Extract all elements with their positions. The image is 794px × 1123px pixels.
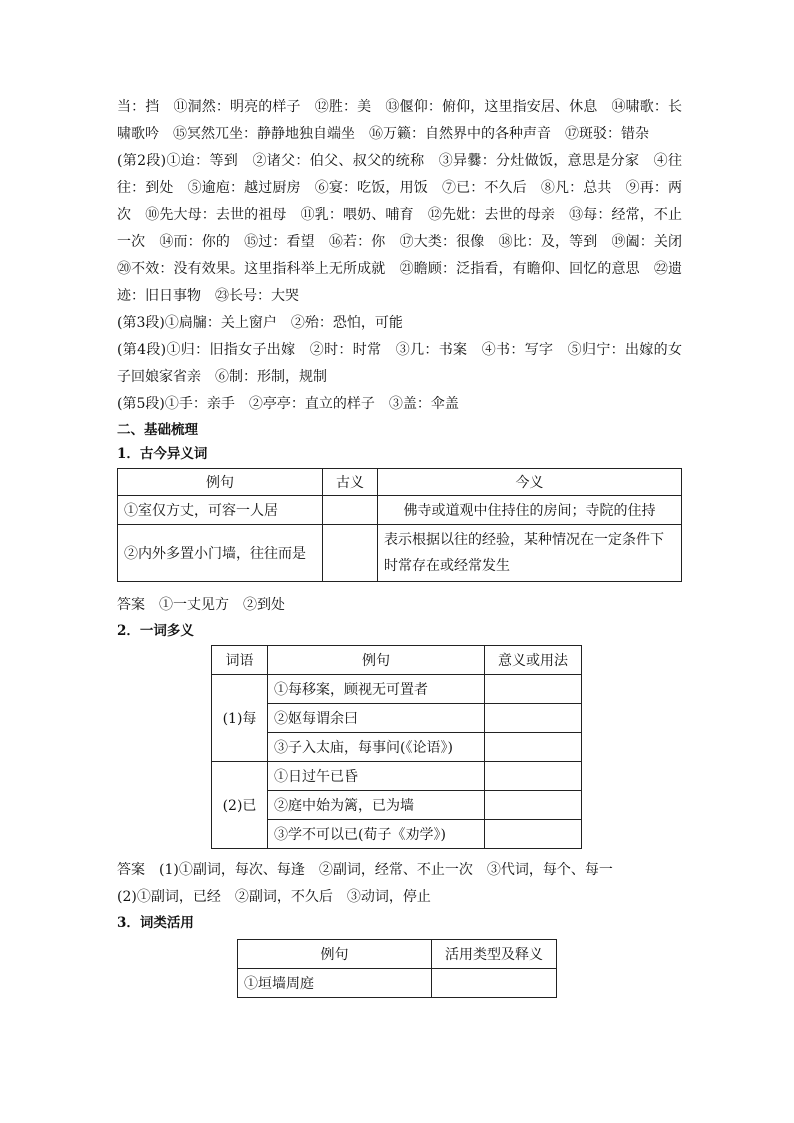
word-class-shift-table — [237, 939, 557, 998]
subsection-title-1: 1．古今异义词 — [117, 446, 208, 462]
table-cell — [323, 525, 378, 582]
table-header: 词语 — [212, 646, 268, 675]
table-row — [212, 820, 582, 849]
table-cell-blank — [485, 791, 582, 820]
table-cell-blank — [485, 733, 582, 762]
table-cell-blank — [485, 820, 582, 849]
table-cell: ②庭中始为篱，已为墙 — [268, 791, 485, 820]
table-header: 例句 — [118, 469, 323, 496]
table-cell: ①室仅方丈，可容一人居 — [118, 496, 323, 525]
table-cell-word: (1)每 — [212, 675, 268, 762]
ancient-modern-meaning-table — [117, 468, 682, 582]
table-cell-blank — [432, 969, 557, 998]
table-cell: ②妪每谓余曰 — [268, 704, 485, 733]
table-cell — [323, 496, 378, 525]
table-row — [212, 791, 582, 820]
table-header: 例句 — [268, 646, 485, 675]
subsection-title-3: 3．词类活用 — [117, 915, 194, 931]
table-header: 意义或用法 — [485, 646, 582, 675]
table-row — [238, 969, 557, 998]
table-cell-word: (2)已 — [212, 762, 268, 849]
table-header-row — [118, 469, 682, 496]
answer-2-line-1: 答案 (1)①副词，每次、每逢 ②副词，经常、不止一次 ③代词，每个、每一 — [117, 862, 613, 878]
table-row — [212, 704, 582, 733]
table-cell: ①垣墙周庭 — [238, 969, 432, 998]
table-cell: ①日过午已昏 — [268, 762, 485, 791]
table-cell-blank — [485, 675, 582, 704]
table-header-row — [238, 940, 557, 969]
note-paragraph-4: (第4段)①归：旧指女子出嫁 ②时：时常 ③几：书案 ④书：写字 ⑤归宁：出嫁的女子回娘家省亲 ⑥制：形制，规制 — [117, 342, 682, 385]
table-header: 古义 — [323, 469, 378, 496]
table-cell: ③学不可以已(荀子《劝学》) — [268, 820, 485, 849]
table-header-row — [212, 646, 582, 675]
table-row — [118, 496, 682, 525]
table-cell: ②内外多置小门墙，往往而是 — [118, 525, 323, 582]
subsection-title-2: 2．一词多义 — [117, 623, 194, 639]
table-cell: ③子入太庙，每事问(《论语》) — [268, 733, 485, 762]
table-header: 活用类型及释义 — [432, 940, 557, 969]
section-title: 二、基础梳理 — [117, 422, 198, 438]
note-paragraph-5: (第5段)①手：亲手 ②亭亭：直立的样子 ③盖：伞盖 — [117, 396, 459, 412]
page-content — [117, 94, 696, 998]
table-row — [212, 733, 582, 762]
table-row — [212, 675, 582, 704]
table-row — [118, 525, 682, 582]
answer-1: 答案 ①一丈见方 ②到处 — [117, 597, 285, 613]
table-cell-blank — [485, 704, 582, 733]
table-cell: 表示根据以往的经验，某种情况在一定条件下时常存在或经常发生 — [378, 525, 682, 582]
polysemy-table — [211, 645, 582, 849]
table-cell: ①每移案，顾视无可置者 — [268, 675, 485, 704]
table-row — [212, 762, 582, 791]
note-paragraph-1: 当：挡 ⑪洞然：明亮的样子 ⑫胜：美 ⑬偃仰：俯仰，这里指安居、休息 ⑭啸歌：长啸歌吟 ⑮冥然兀坐：静静地独自端坐 ⑯万籁：自然界中的各种声音 ⑰斑驳：错杂 — [117, 99, 682, 142]
table-cell: 佛寺或道观中住持住的房间；寺院的住持 — [378, 496, 682, 525]
table-cell-blank — [485, 762, 582, 791]
note-paragraph-3: (第3段)①扃牖：关上窗户 ②殆：恐怕，可能 — [117, 315, 403, 331]
table-header: 例句 — [238, 940, 432, 969]
note-paragraph-2: (第2段)①迨：等到 ②诸父：伯父、叔父的统称 ③异爨：分灶做饭，意思是分家 ④往往：到处 ⑤逾庖：越过厨房 ⑥宴：吃饭，用饭 ⑦已：不久后 ⑧凡：总共 ⑨再：两次 ⑩先大母：去世的祖母 ⑪乳：喂奶、哺育 ⑫先妣：去世的母亲 ⑬每：经常，不止一次 ⑭而：你的 ⑮过：看望 ⑯若：你 ⑰大类：很像 ⑱比：及，等到 ⑲阖：关闭 ⑳不效：没有效果。这里指科举上无所成就 ㉑瞻顾：泛指看，有瞻仰、回忆的意思 ㉒遗迹：旧日事物 ㉓长号：大哭 — [117, 153, 696, 304]
table-header: 今义 — [378, 469, 682, 496]
answer-2-line-2: (2)①副词，已经 ②副词，不久后 ③动词，停止 — [117, 889, 431, 905]
